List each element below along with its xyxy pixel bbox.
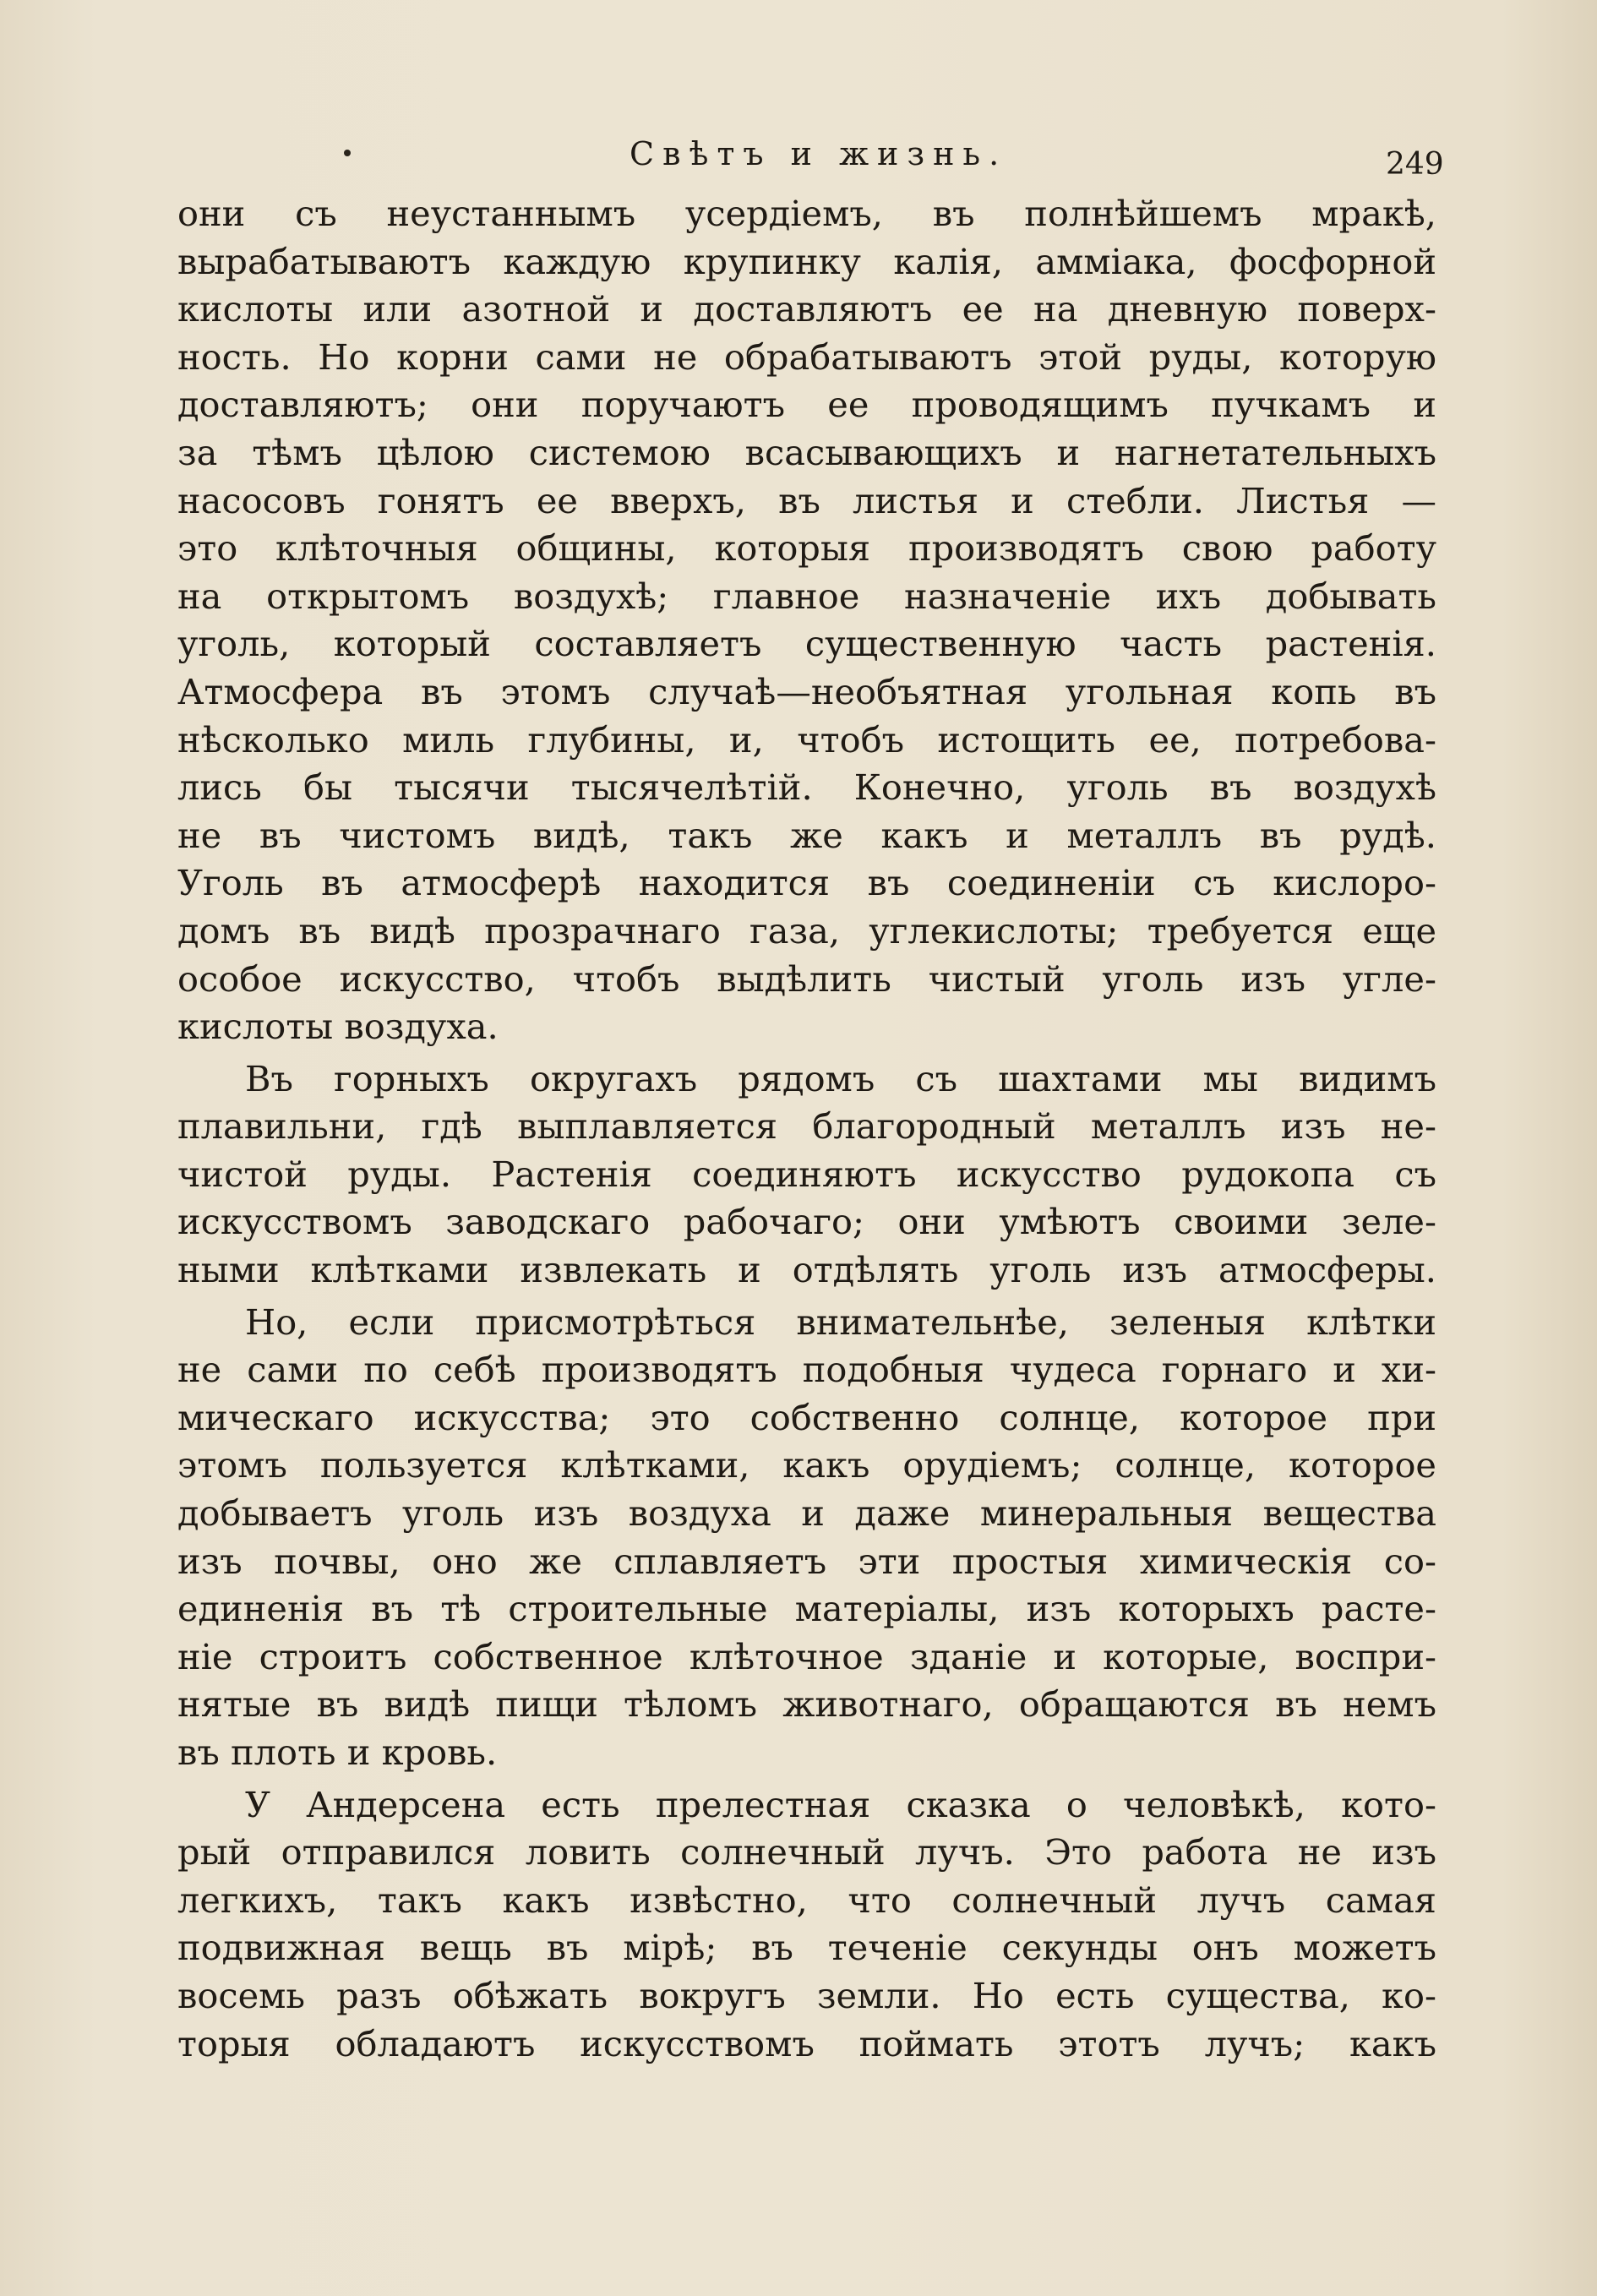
text-line: Уголь въ атмосферѣ находится въ соединеніи съ кислоро- xyxy=(177,862,1436,904)
text-line: за тѣмъ цѣлою системою всасывающихъ и нагнетательныхъ xyxy=(177,431,1436,473)
text-line: кислоты или азотной и доставляютъ ее на дневную поверх- xyxy=(177,288,1436,330)
text-line: вырабатываютъ каждую крупинку калія, амміака, фосфорной xyxy=(177,240,1436,282)
text-line: Въ горныхъ округахъ рядомъ съ шахтами мы видимъ xyxy=(245,1057,1436,1099)
text-line: подвижная вещь въ мірѣ; въ теченіе секунды онъ можетъ xyxy=(177,1927,1436,1969)
text-line: лись бы тысячи тысячелѣтій. Конечно, уголь въ воздухѣ xyxy=(177,766,1436,809)
text-line: Атмосфера въ этомъ случаѣ—необъятная угольная копь въ xyxy=(177,670,1436,712)
text-line: особое искусство, чтобъ выдѣлить чистый уголь изъ угле- xyxy=(177,957,1436,1000)
text-line: восемь разъ обѣжать вокругъ земли. Но есть существа, ко- xyxy=(177,1974,1436,2016)
text-line: ность. Но корни сами не обрабатываютъ этой руды, которую xyxy=(177,335,1436,378)
paragraph xyxy=(177,1299,1436,1777)
text-line: не сами по себѣ производятъ подобныя чудеса горнаго и хи- xyxy=(177,1349,1436,1391)
text-line: кислоты воздуха. xyxy=(177,1006,499,1048)
text-line: рый отправился ловить солнечный лучъ. Это работа не изъ xyxy=(177,1831,1436,1873)
running-title: Свѣтъ и жизнь. xyxy=(630,135,1008,172)
text-line: ными клѣтками извлекать и отдѣлять уголь изъ атмосферы. xyxy=(177,1249,1436,1291)
text-line: добываетъ уголь изъ воздуха и даже минеральныя вещества xyxy=(177,1492,1436,1535)
text-line: не въ чистомъ видѣ, такъ же какъ и металлъ въ рудѣ. xyxy=(177,814,1436,856)
text-line: плавильни, гдѣ выплавляется благородный металлъ изъ не- xyxy=(177,1105,1436,1148)
page-header xyxy=(0,131,1597,182)
text-line: торыя обладаютъ искусствомъ поймать этотъ лучъ; какъ xyxy=(177,2022,1436,2064)
text-line: это клѣточныя общины, которыя производятъ свою работу xyxy=(177,527,1436,570)
ink-dot xyxy=(344,150,351,156)
paragraph xyxy=(177,1055,1436,1295)
text-line: этомъ пользуется клѣтками, какъ орудіемъ; солнце, которое xyxy=(177,1444,1436,1486)
paragraph xyxy=(177,190,1436,1051)
text-line: мическаго искусства; это собственно солнце, которое при xyxy=(177,1396,1436,1438)
text-line: доставляютъ; они поручаютъ ее проводящимъ пучкамъ и xyxy=(177,384,1436,426)
text-line: ніе строитъ собственное клѣточное зданіе и которые, воспри- xyxy=(177,1635,1436,1677)
paragraph xyxy=(177,1781,1436,2069)
text-line: домъ въ видѣ прозрачнаго газа, углекислоты; требуется еще xyxy=(177,909,1436,952)
text-line: изъ почвы, оно же сплавляетъ эти простыя химическія со- xyxy=(177,1540,1436,1582)
text-line: нѣсколько миль глубины, и, чтобъ истощить ее, потребова- xyxy=(177,718,1436,761)
body-text xyxy=(177,190,1436,2068)
text-line: искусствомъ заводскаго рабочаго; они умѣютъ своими зеле- xyxy=(177,1201,1436,1243)
page-number: 249 xyxy=(1386,147,1444,182)
text-line: нятые въ видѣ пищи тѣломъ животнаго, обращаются въ немъ xyxy=(177,1683,1436,1726)
text-line: въ плоть и кровь. xyxy=(177,1732,498,1773)
text-line: Но, если присмотрѣться внимательнѣе, зеленыя клѣтки xyxy=(245,1301,1436,1343)
text-line: У Андерсена есть прелестная сказка о человѣкѣ, кото- xyxy=(245,1783,1436,1825)
text-line: легкихъ, такъ какъ извѣстно, что солнечный лучъ самая xyxy=(177,1879,1436,1921)
text-line: чистой руды. Растенія соединяютъ искусство рудокопа съ xyxy=(177,1153,1436,1195)
text-line: на открытомъ воздухѣ; главное назначеніе ихъ добывать xyxy=(177,575,1436,617)
text-line: они съ неустаннымъ усердіемъ, въ полнѣйшемъ мракѣ, xyxy=(177,193,1436,234)
text-line: уголь, который составляетъ существенную часть растенія. xyxy=(177,623,1436,665)
text-line: насосовъ гонятъ ее вверхъ, въ листья и стебли. Листья — xyxy=(177,479,1436,521)
text-line: единенія въ тѣ строительные матеріалы, изъ которыхъ расте- xyxy=(177,1588,1436,1630)
